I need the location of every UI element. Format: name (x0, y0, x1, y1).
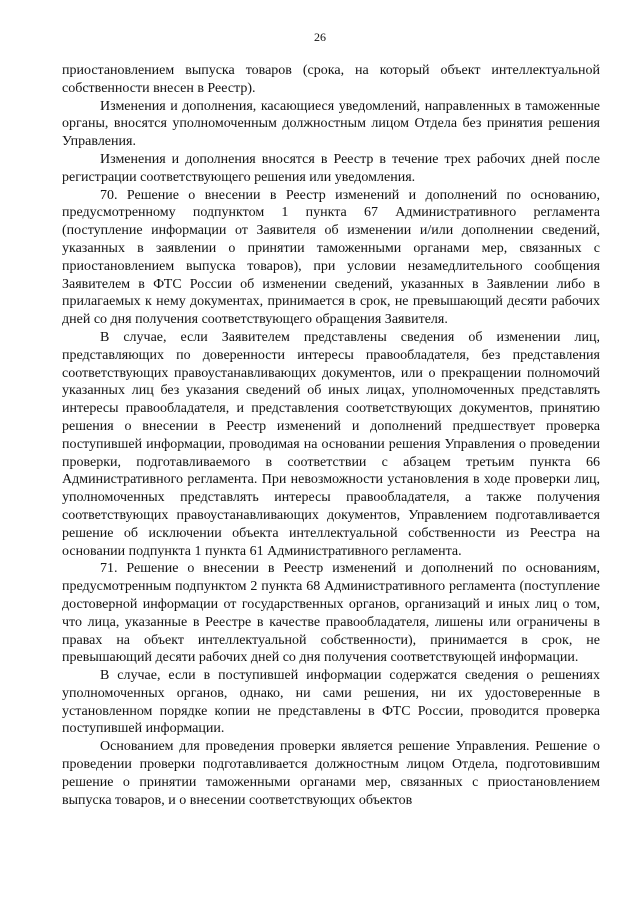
paragraph-notifications-changes: Изменения и дополнения, касающиеся уведомлений, направленных в таможенные органы, вносятся уполномоченным должностным лицом Отдела без принятия решения Управления. (62, 98, 600, 150)
paragraph-representatives-change: В случае, если Заявителем представлены сведения об изменении лиц, представляющих по доверенности интересы правообладателя, без представления соответствующих правоустанавливающих документов, или о прекращении полномочий указанных лиц без указания сведений об иных лицах, уполномоченных представлять интересы правообладателя, и представления соответствующих документов, принятию решения о внесении в Реестр изменений и дополнений предшествует проверка поступившей информации, проводимая на основании решения Управления о проведении проверки, подготавливаемого в соответствии с абзацем третьим пункта 66 Административного регламента. При невозможности установления в ходе проверки лиц, уполномоченных представлять интересы правообладателя, а также получения соответствующих правоустанавливающих документов, Управлением подготавливается решение об исключении объекта интеллектуальной собственности из Реестра на основании подпункта 1 пункта 61 Административного регламента. (62, 329, 600, 559)
paragraph-continuation: приостановлением выпуска товаров (срока, на который объект интеллектуальной собственности внесен в Реестр). (62, 63, 600, 96)
paragraph-clause-70: 70. Решение о внесении в Реестр изменений и дополнений по основанию, предусмотренному подпунктом 1 пункта 67 Административного регламента (поступление информации от Заявителя об изменении и/или дополнении сведений, указанных в заявлении о принятии таможенными органами мер, связанных с приостановлением выпуска товаров), при условии незамедлительного сообщения Заявителем в ФТС России об изменении сведений, указанных в Заявлении либо в прилагаемых к нему документах, принимается в срок, не превышающий десяти рабочих дней со дня получения соответствующего обращения Заявителя. (62, 187, 600, 328)
page-number: 26 (314, 30, 326, 44)
paragraph-authority-decisions: В случае, если в поступившей информации содержатся сведения о решениях уполномоченных органов, однако, ни сами решения, ни их удостоверенные в установленном порядке копии не представлены в ФТС России, проводится проверка поступившей информации. (62, 668, 600, 737)
document-body (62, 62, 600, 809)
paragraph-registry-deadline: Изменения и дополнения вносятся в Реестр в течение трех рабочих дней после регистрации соответствующего решения или уведомления. (62, 151, 600, 185)
paragraph-verification-basis: Основанием для проведения проверки является решение Управления. Решение о проведении проверки подготавливается должностным лицом Отдела, подготовившим решение о принятии таможенными органами мер, связанных с приостановлением выпуска товаров, и о внесении соответствующих объектов (62, 739, 600, 808)
paragraph-clause-71: 71. Решение о внесении в Реестр изменений и дополнений по основаниям, предусмотренным подпунктом 2 пункта 68 Административного регламента (поступление достоверной информации от государственных органов, организаций и иных лиц о том, что лица, указанные в Реестре в качестве правообладателя, лишены или ограничены в правах на объект интеллектуальной собственности), принимается в срок, не превышающий десяти рабочих дней со дня получения соответствующей информации. (62, 561, 600, 666)
